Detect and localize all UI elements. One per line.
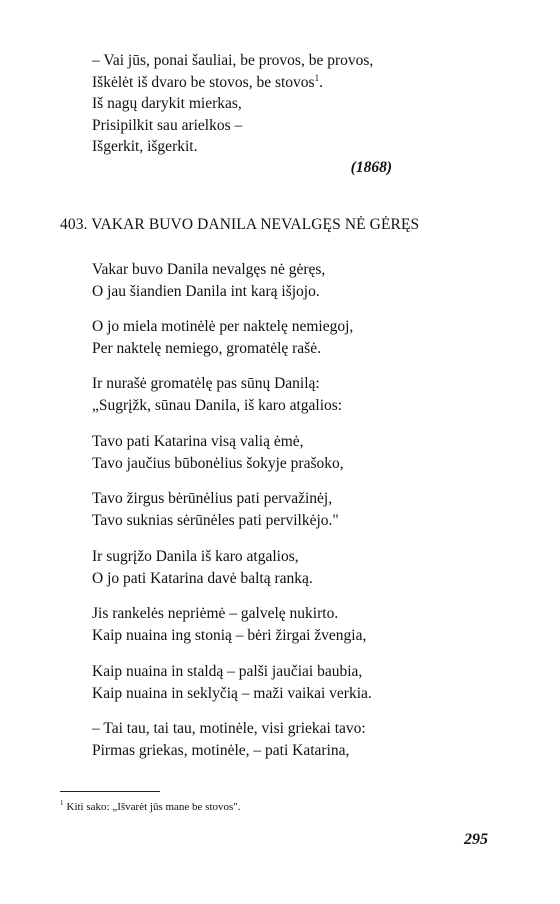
poem-line: Tavo suknias sėrūnėles pati pervilkėjo." <box>92 511 339 529</box>
poem-line: Kaip nuaina in staldą – palši jaučiai baubia, <box>92 663 363 680</box>
footnote-divider <box>60 791 160 792</box>
poem-line: Pirmas griekas, motinėle, – pati Katarina, <box>92 741 350 759</box>
poem-line-text: Iškėlėt iš dvaro be stovos, be stovos <box>92 73 315 91</box>
poem-line-punctuation: . <box>319 73 323 91</box>
footnote-mark: 1 <box>60 799 64 808</box>
poem-line: Prisipilkit sau arielkos – <box>92 116 243 134</box>
poem-stanza-7 <box>92 603 366 646</box>
poem-stanza-5 <box>92 488 339 531</box>
page-number: 295 <box>464 831 488 848</box>
poem-stanza-2 <box>92 316 353 359</box>
footnote-text: Kiti sako: „Išvarėt jūs mane be stovos". <box>66 801 241 813</box>
poem-number: 403. <box>60 216 88 233</box>
poem-line: – Tai tau, tai tau, motinėle, visi griekai tavo: <box>92 720 366 737</box>
poem-stanza-6 <box>92 546 313 589</box>
poem-stanza-4 <box>92 431 344 474</box>
poem-heading <box>60 215 419 235</box>
poem-line: Tavo pati Katarina visą valią ėmė, <box>92 433 304 450</box>
poem-line: Jis rankelės nepriėmė – galvelę nukirto. <box>92 605 339 622</box>
footnote <box>60 800 241 814</box>
previous-poem-stanza <box>92 50 373 158</box>
poem-line-with-footnote <box>92 72 373 94</box>
poem-line: O jo pati Katarina davė baltą ranką. <box>92 569 313 587</box>
poem-line: Tavo žirgus bėrūnėlius pati pervažinėj, <box>92 490 333 507</box>
poem-line: Ir sugrįžo Danila iš karo atgalios, <box>92 548 299 565</box>
poem-stanza-9 <box>92 718 366 761</box>
poem-line: O jau šiandien Danila int karą išjojo. <box>92 282 320 300</box>
poem-date: (1868) <box>350 159 392 176</box>
poem-line: Ir nurašė gromatėlę pas sūnų Danilą: <box>92 375 320 392</box>
poem-line: Išgerkit, išgerkit. <box>92 138 198 155</box>
poem-title: VAKAR BUVO DANILA NEVALGĘS NĖ GĖRĘS <box>91 216 420 233</box>
poem-line: Kaip nuaina in seklyčią – maži vaikai verkia. <box>92 684 372 702</box>
poem-stanza-1 <box>92 259 325 302</box>
poem-line: Tavo jaučius būbonėlius šokyje prašoko, <box>92 454 344 472</box>
poem-line: Kaip nuaina ing stonią – bėri žirgai žvengia, <box>92 626 367 644</box>
footnote-reference: 1 <box>314 72 320 83</box>
poem-stanza-3 <box>92 373 342 416</box>
poem-line: Per naktelę nemiego, gromatėlę rašė. <box>92 339 321 357</box>
poem-line: Iš nagų darykit mierkas, <box>92 95 242 112</box>
poem-stanza-8 <box>92 661 372 704</box>
poem-line: Vakar buvo Danila nevalgęs nė gėręs, <box>92 261 326 278</box>
poem-line: O jo miela motinėlė per naktelę nemiegoj, <box>92 318 354 335</box>
poem-line: – Vai jūs, ponai šauliai, be provos, be provos, <box>92 52 374 69</box>
poem-line: „Sugrįžk, sūnau Danila, iš karo atgalios: <box>92 396 343 414</box>
